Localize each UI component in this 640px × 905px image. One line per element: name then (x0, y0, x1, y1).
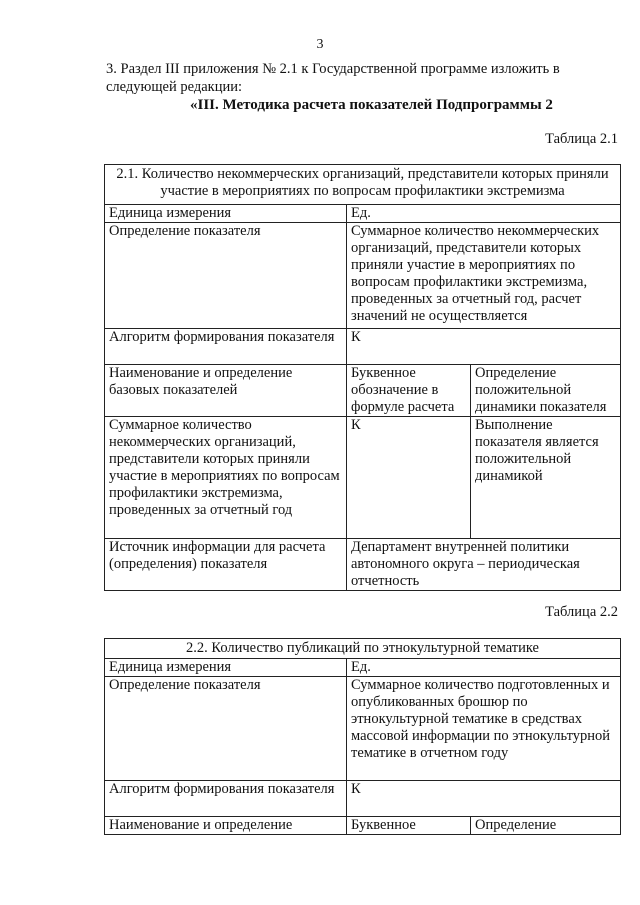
definition-label: Определение показателя (105, 223, 347, 329)
table-2-2 (104, 638, 621, 835)
base-indicators-label: Наименование и определение (105, 817, 347, 835)
letter-designation-header: Буквенное (347, 817, 471, 835)
base-indicator-name: Суммарное количество некоммерческих организаций, представители которых приняли участие в мероприятиях по вопросам профилактики экстремизма, проведенных за отчетный год (105, 417, 347, 539)
base-indicators-label: Наименование и определение базовых показателей (105, 365, 347, 417)
table-2-1-label: Таблица 2.1 (545, 131, 618, 147)
algorithm-value: К (347, 329, 621, 365)
algorithm-label: Алгоритм формирования показателя (105, 329, 347, 365)
source-value: Департамент внутренней политики автономного округа – периодическая отчетность (347, 539, 621, 591)
intro-line-1: 3. Раздел III приложения № 2.1 к Государственной программе изложить в (106, 61, 560, 77)
base-indicator-dynamics: Выполнение показателя является положительной динамикой (471, 417, 621, 539)
unit-value: Ед. (347, 205, 621, 223)
positive-dynamics-header: Определение (471, 817, 621, 835)
base-indicator-symbol: К (347, 417, 471, 539)
unit-value: Ед. (347, 659, 621, 677)
unit-label: Единица измерения (105, 659, 347, 677)
section-heading: «III. Методика расчета показателей Подпрограммы 2 (190, 97, 553, 113)
table-2-1-title: 2.1. Количество некоммерческих организаций, представители которых приняли участие в мероприятиях по вопросам профилактики экстремизма (105, 165, 621, 205)
table-2-2-title: 2.2. Количество публикаций по этнокультурной тематике (105, 639, 621, 659)
letter-designation-header: Буквенное обозначение в формуле расчета (347, 365, 471, 417)
source-label: Источник информации для расчета (определения) показателя (105, 539, 347, 591)
positive-dynamics-header: Определение положительной динамики показателя (471, 365, 621, 417)
definition-label: Определение показателя (105, 677, 347, 781)
definition-value: Суммарное количество подготовленных и опубликованных брошюр по этнокультурной тематике в средствах массовой информации по этнокультурной тематике в отчетном году (347, 677, 621, 781)
intro-line-2: следующей редакции: (106, 79, 243, 95)
algorithm-label: Алгоритм формирования показателя (105, 781, 347, 817)
page-number: 3 (316, 37, 324, 52)
table-2-2-label: Таблица 2.2 (545, 604, 618, 620)
unit-label: Единица измерения (105, 205, 347, 223)
algorithm-value: К (347, 781, 621, 817)
table-2-1 (104, 164, 621, 591)
definition-value: Суммарное количество некоммерческих организаций, представители которых приняли участие в мероприятиях по вопросам профилактики экстремизма, проведенных за отчетный год, расчет значений не осуществляется (347, 223, 621, 329)
